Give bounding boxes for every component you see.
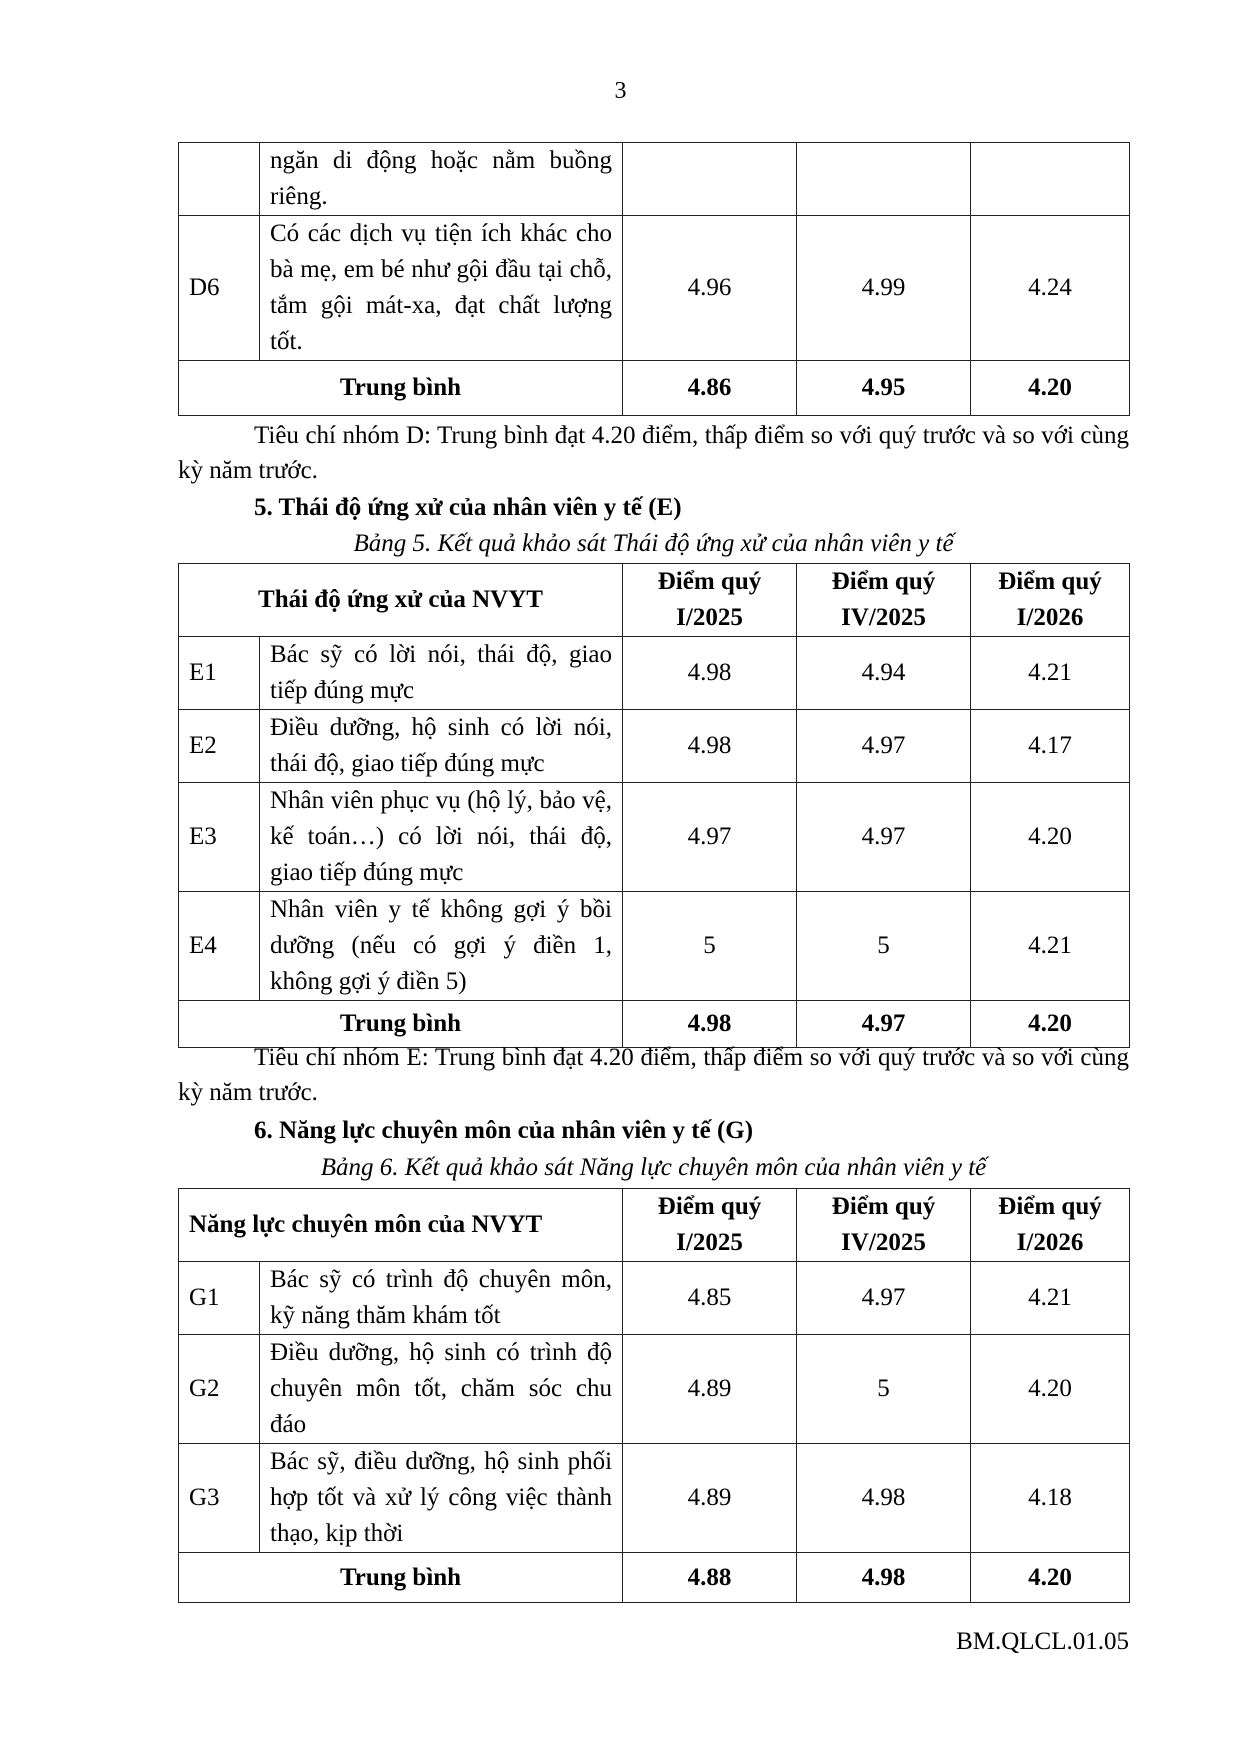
average-q4-2025: 4.98 <box>797 1553 971 1603</box>
score-q4-2025: 4.97 <box>797 783 971 892</box>
header-q4-2025: Điểm quý IV/2025 <box>797 1189 971 1262</box>
row-description: Bác sỹ, điều dưỡng, hộ sinh phối hợp tốt và xử lý công việc thành thạo, kịp thời <box>260 1444 623 1553</box>
table-row <box>179 143 1130 216</box>
score-q1-2025 <box>623 143 797 216</box>
row-code: E1 <box>179 637 260 710</box>
table-header <box>179 564 1130 637</box>
score-q1-2025: 4.97 <box>623 783 797 892</box>
average-q4-2025: 4.97 <box>797 1001 971 1048</box>
row-description: Điều dưỡng, hộ sinh có lời nói, thái độ, giao tiếp đúng mực <box>260 710 623 783</box>
table-row <box>179 783 1130 892</box>
score-q1-2026: 4.21 <box>971 637 1130 710</box>
table-row <box>179 892 1130 1001</box>
table-row <box>179 1444 1130 1553</box>
average-label: Trung bình <box>179 1001 623 1048</box>
score-q1-2025: 5 <box>623 892 797 1001</box>
table-e <box>178 563 1130 1048</box>
row-description: Điều dưỡng, hộ sinh có trình độ chuyên môn tốt, chăm sóc chu đáo <box>260 1335 623 1444</box>
score-q1-2026: 4.24 <box>971 216 1130 361</box>
row-code: G3 <box>179 1444 260 1553</box>
table-row <box>179 1335 1130 1444</box>
average-q1-2025: 4.86 <box>623 361 797 416</box>
row-code: G1 <box>179 1262 260 1335</box>
row-description: Có các dịch vụ tiện ích khác cho bà mẹ, em bé như gội đầu tại chỗ, tắm gội mát-xa, đạt chất lượng tốt. <box>260 216 623 361</box>
section-heading-g: 6. Năng lực chuyên môn của nhân viên y tế (G) <box>254 1117 754 1144</box>
average-q1-2026: 4.20 <box>971 1553 1130 1603</box>
score-q1-2026: 4.20 <box>971 1335 1130 1444</box>
score-q1-2026: 4.18 <box>971 1444 1130 1553</box>
section-heading-e: 5. Thái độ ứng xử của nhân viên y tế (E) <box>254 494 682 521</box>
row-code: D6 <box>179 216 260 361</box>
score-q1-2025: 4.89 <box>623 1444 797 1553</box>
score-q1-2025: 4.89 <box>623 1335 797 1444</box>
score-q1-2026: 4.17 <box>971 710 1130 783</box>
score-q1-2026: 4.21 <box>971 1262 1130 1335</box>
score-q4-2025: 4.97 <box>797 710 971 783</box>
score-q4-2025 <box>797 143 971 216</box>
score-q1-2026: 4.20 <box>971 783 1130 892</box>
header-label: Thái độ ứng xử của NVYT <box>179 564 623 637</box>
table-row <box>179 710 1130 783</box>
average-row <box>179 1553 1130 1603</box>
score-q4-2025: 5 <box>797 1335 971 1444</box>
page-number: 3 <box>614 78 627 104</box>
table-row <box>179 1262 1130 1335</box>
table-d <box>178 142 1130 416</box>
score-q4-2025: 5 <box>797 892 971 1001</box>
header-q4-2025: Điểm quý IV/2025 <box>797 564 971 637</box>
table-caption-g: Bảng 6. Kết quả khảo sát Năng lực chuyên môn của nhân viên y tế <box>320 1154 987 1181</box>
score-q1-2025: 4.85 <box>623 1262 797 1335</box>
row-description: ngăn di động hoặc nằm buồng riêng. <box>260 143 623 216</box>
table-header <box>179 1189 1130 1262</box>
row-description: Nhân viên y tế không gợi ý bồi dưỡng (nếu có gợi ý điền 1, không gợi ý điền 5) <box>260 892 623 1001</box>
average-q4-2025: 4.95 <box>797 361 971 416</box>
row-code: E2 <box>179 710 260 783</box>
score-q1-2026 <box>971 143 1130 216</box>
row-description: Bác sỹ có lời nói, thái độ, giao tiếp đúng mực <box>260 637 623 710</box>
average-q1-2025: 4.98 <box>623 1001 797 1048</box>
score-q1-2026: 4.21 <box>971 892 1130 1001</box>
document-code: BM.QLCL.01.05 <box>956 1628 1129 1655</box>
score-q1-2025: 4.98 <box>623 710 797 783</box>
summary-d: Tiêu chí nhóm D: Trung bình đạt 4.20 điểm, thấp điểm so với quý trước và so với cùng kỳ năm trước. <box>178 422 1129 484</box>
header-label: Năng lực chuyên môn của NVYT <box>179 1189 623 1262</box>
average-q1-2025: 4.88 <box>623 1553 797 1603</box>
table-row <box>179 216 1130 361</box>
header-q1-2025: Điểm quý I/2025 <box>623 564 797 637</box>
average-label: Trung bình <box>179 1553 623 1603</box>
row-code <box>179 143 260 216</box>
average-q1-2026: 4.20 <box>971 361 1130 416</box>
average-q1-2026: 4.20 <box>971 1001 1130 1048</box>
header-q1-2026: Điểm quý I/2026 <box>971 1189 1130 1262</box>
row-code: E4 <box>179 892 260 1001</box>
table-row <box>179 637 1130 710</box>
header-q1-2026: Điểm quý I/2026 <box>971 564 1130 637</box>
score-q1-2025: 4.96 <box>623 216 797 361</box>
header-q1-2025: Điểm quý I/2025 <box>623 1189 797 1262</box>
average-row <box>179 361 1130 416</box>
score-q1-2025: 4.98 <box>623 637 797 710</box>
row-description: Bác sỹ có trình độ chuyên môn, kỹ năng thăm khám tốt <box>260 1262 623 1335</box>
score-q4-2025: 4.97 <box>797 1262 971 1335</box>
summary-e: Tiêu chí nhóm E: Trung bình đạt 4.20 điểm, thấp điểm so với quý trước và so với cùng kỳ năm trước. <box>178 1044 1129 1106</box>
average-label: Trung bình <box>179 361 623 416</box>
row-description: Nhân viên phục vụ (hộ lý, bảo vệ, kế toán…) có lời nói, thái độ, giao tiếp đúng mực <box>260 783 623 892</box>
table-g <box>178 1188 1130 1603</box>
score-q4-2025: 4.98 <box>797 1444 971 1553</box>
score-q4-2025: 4.99 <box>797 216 971 361</box>
row-code: G2 <box>179 1335 260 1444</box>
table-caption-e: Bảng 5. Kết quả khảo sát Thái độ ứng xử của nhân viên y tế <box>353 530 954 557</box>
score-q4-2025: 4.94 <box>797 637 971 710</box>
row-code: E3 <box>179 783 260 892</box>
